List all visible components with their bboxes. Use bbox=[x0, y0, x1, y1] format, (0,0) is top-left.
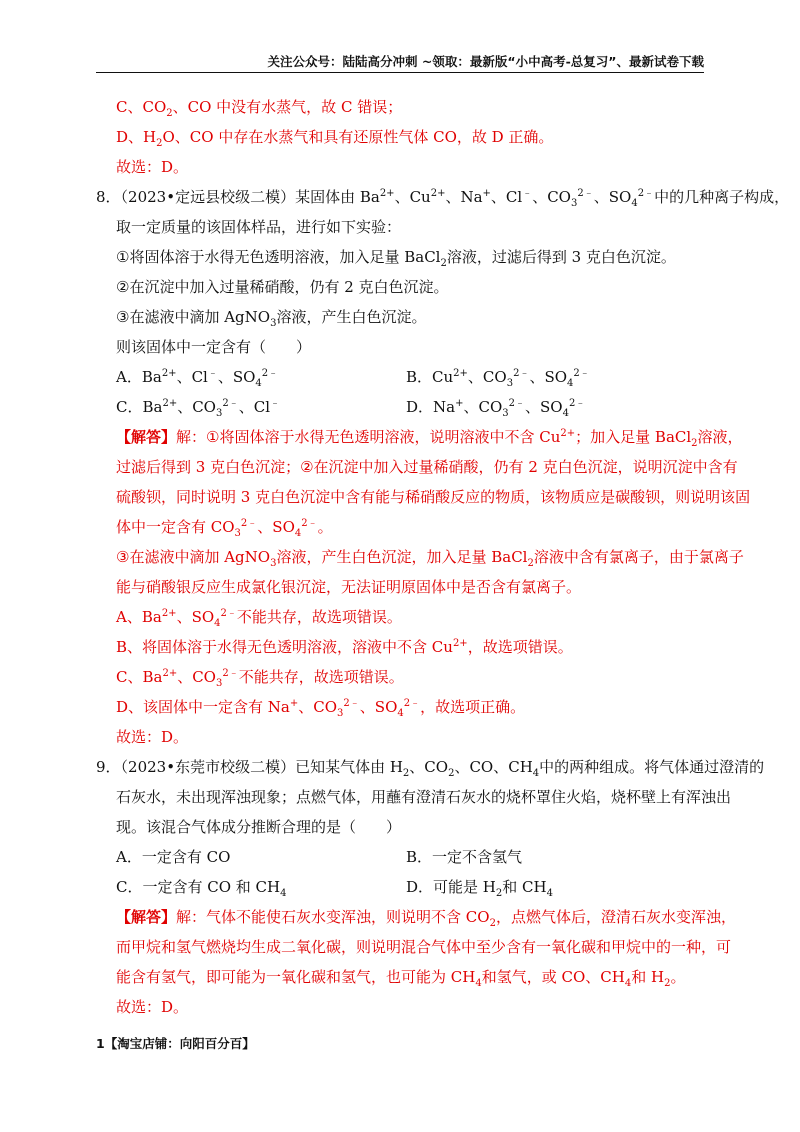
q8-solution-line-6: 能与硝酸银反应生成氯化银沉淀，无法证明原固体中是否含有氯离子。 bbox=[116, 578, 582, 596]
q8-solution-line-4: 体中一定含有 $CO_3^{2﹣}$、$SO_4^{2﹣}$。 bbox=[116, 518, 333, 539]
q8-option-c-analysis: C、$Ba^{2+}$、$CO_3^{2﹣}$不能共存，故选项错误。 bbox=[116, 668, 404, 689]
q9-option-a[interactable]: A．一定含有 CO bbox=[116, 848, 231, 866]
document-body bbox=[96, 92, 790, 1022]
q8-options-row-1 bbox=[96, 362, 708, 392]
q9-options-row-1 bbox=[96, 842, 708, 872]
q9-solution-line-3: 能含有氢气，即可能为一氧化碳和氢气，也可能为 $CH_4$和氢气，或 CO、$CH_4$和 $H_2$。 bbox=[116, 968, 686, 989]
q8-solution-line-3: 硫酸钡，同时说明 3 克白色沉淀中含有能与稀硝酸反应的物质，该物质应是碳酸钡，则说明该固 bbox=[116, 488, 751, 506]
q8-option-a[interactable]: A．$Ba^{2+}$、Cl﹣、$SO_4^{2﹣}$ bbox=[116, 368, 279, 389]
q8-step-3: ③在滤液中滴加 AgNO$_3$溶液，产生白色沉淀。 bbox=[116, 308, 427, 329]
q7-option-c-analysis: C、$CO_2$、CO 中没有水蒸气，故 C 错误； bbox=[116, 98, 403, 119]
q7-option-d-analysis: D、$H_2O$、CO 中存在水蒸气和具有还原性气体 CO，故 D 正确。 bbox=[116, 128, 554, 149]
header-rule bbox=[96, 72, 704, 73]
q9-solution: 【解答】解：气体不能使石灰水变浑浊，则说明不含 $CO_2$，点燃气体后，澄清石灰水变浑浊， bbox=[116, 908, 736, 929]
q8-option-c[interactable]: C．$Ba^{2+}$、$CO_3^{2﹣}$、Cl﹣ bbox=[116, 398, 281, 419]
q8-step-2: ②在沉淀中加入过量稀硝酸，仍有 2 克白色沉淀。 bbox=[116, 278, 449, 296]
q8-stem: 8．（2023•定远县校级二模）某固体由 $Ba^{2+}$、$Cu^{2+}$、Na+、Cl﹣、$CO_3^{2﹣}$、$SO_4^{2﹣}$中的几种离子构成， bbox=[96, 188, 790, 209]
page-footer: 1【淘宝店铺：向阳百分百】 bbox=[96, 1036, 255, 1051]
q8-answer: 故选：D。 bbox=[116, 728, 189, 746]
q8-option-a-analysis: A、$Ba^{2+}$、$SO_4^{2﹣}$不能共存，故选项错误。 bbox=[116, 608, 402, 629]
q8-solution: 【解答】解：①将固体溶于水得无色透明溶液，说明溶液中不含 $Cu^{2+}$；加入足量 BaCl$_2$溶液， bbox=[116, 428, 743, 449]
q9-option-c[interactable]: C．一定含有 CO 和 $CH_4$ bbox=[116, 878, 287, 899]
q8-solution-line-5: ③在滤液中滴加 AgNO$_3$溶液，产生白色沉淀，加入足量 BaCl$_2$溶液中含有氯离子，由于氯离子 bbox=[116, 548, 744, 569]
q9-stem-line-2: 石灰水，未出现浑浊现象；点燃气体，用蘸有澄清石灰水的烧杯罩住火焰，烧杯壁上有浑浊出 bbox=[116, 788, 732, 806]
q8-option-b[interactable]: B．$Cu^{2+}$、$CO_3^{2﹣}$、$SO_4^{2﹣}$ bbox=[406, 368, 590, 389]
q8-option-d[interactable]: D．Na+、$CO_3^{2﹣}$、$SO_4^{2﹣}$ bbox=[406, 398, 586, 419]
q8-solution-line-2: 过滤后得到 3 克白色沉淀；②在沉淀中加入过量稀硝酸，仍有 2 克白色沉淀，说明沉淀中含有 bbox=[116, 458, 738, 476]
q8-stem-continued: 取一定质量的该固体样品，进行如下实验： bbox=[116, 218, 402, 236]
q8-question: 则该固体中一定含有（ ） bbox=[116, 338, 312, 356]
q8-options-row-2 bbox=[96, 392, 708, 422]
page-header: 关注公众号：陆陆高分冲刺 ~领取：最新版“小中高考-总复习”、最新试卷下载 bbox=[267, 54, 704, 69]
q9-options-row-2 bbox=[96, 872, 708, 902]
q9-option-b[interactable]: B．一定不含氢气 bbox=[406, 848, 523, 866]
q9-option-d[interactable]: D．可能是 $H_2$和 $CH_4$ bbox=[406, 878, 553, 899]
q9-solution-line-2: 而甲烷和氢气燃烧均生成二氧化碳，则说明混合气体中至少含有一氧化碳和甲烷中的一种，可 bbox=[116, 938, 732, 956]
q7-answer: 故选：D。 bbox=[116, 158, 189, 176]
q8-step-1: ①将固体溶于水得无色透明溶液，加入足量 BaCl$_2$溶液，过滤后得到 3 克白色沉淀。 bbox=[116, 248, 676, 269]
q8-option-b-analysis: B、将固体溶于水得无色透明溶液，溶液中不含 $Cu^{2+}$，故选项错误。 bbox=[116, 638, 573, 656]
q9-stem-line-3: 现。该混合气体成分推断合理的是（ ） bbox=[116, 818, 402, 836]
q9-stem: 9．（2023•东莞市校级二模）已知某气体由 $H_2$、$CO_2$、CO、$CH_4$中的两种组成。将气体通过澄清的 bbox=[96, 758, 765, 779]
q9-answer: 故选：D。 bbox=[116, 998, 189, 1016]
q8-option-d-analysis: D、该固体中一定含有 Na+、$CO_3^{2﹣}$、$SO_4^{2﹣}$，故选项正确。 bbox=[116, 698, 526, 719]
